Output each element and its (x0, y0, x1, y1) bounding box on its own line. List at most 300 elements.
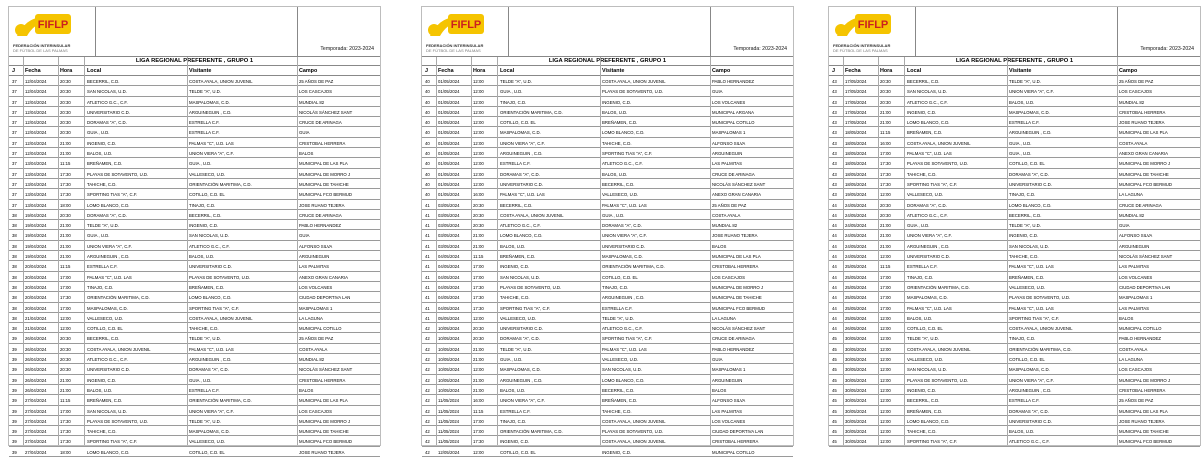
cell-hora: 17:30 (60, 192, 71, 198)
cell-jornada: 39 (12, 367, 17, 373)
cell-visitante: VALLESECO, U.D. (189, 171, 226, 177)
season-label: Temporada: 2023-2024 (1140, 46, 1194, 52)
cell-jornada: 45 (832, 367, 837, 373)
cell-jornada: 42 (425, 418, 430, 424)
cell-campo: ANEXO GRAN CANARIA (299, 274, 348, 280)
cell-local: ATLETICO G.C., C.F. (907, 212, 948, 218)
cell-fecha: 25/05/2024 (845, 264, 867, 270)
cell-hora: 17:30 (880, 171, 891, 177)
cell-jornada: 43 (832, 109, 837, 115)
cell-local: LOMO BLANCO, C.D. (500, 233, 543, 239)
cell-jornada: 44 (832, 254, 837, 260)
cell-visitante: VALLESECO, U.D. (602, 357, 639, 363)
cell-jornada: 42 (425, 439, 430, 445)
cell-visitante: TELDE "A", U.D. (189, 336, 221, 342)
table-row (829, 416, 1200, 426)
cell-hora: 21:00 (473, 357, 484, 363)
cell-jornada: 42 (425, 336, 430, 342)
cell-local: PLAYAS DE SOTAVENTO, U.D. (907, 377, 969, 383)
table-row (422, 179, 793, 189)
cell-hora: 21:00 (473, 233, 484, 239)
cell-local: ESTRELLA C.F. (907, 264, 938, 270)
cell-campo: LOS VOLCANES (712, 418, 746, 424)
cell-fecha: 20/04/2024 (25, 274, 47, 280)
cell-local: BALOS, U.D. (87, 151, 113, 157)
cell-visitante: BREÑAMEN, C.D. (189, 284, 225, 290)
cell-visitante: SPORTING TIAS "A", C.F. (1009, 315, 1060, 321)
cell-visitante: ARGUINEGUIN , C.D. (602, 295, 645, 301)
cell-local: INGENIO, C.D. (907, 387, 937, 393)
cell-local: VALLESECO, U.D. (907, 357, 944, 363)
cell-visitante: TELDE "A", U.D. (189, 418, 221, 424)
cell-jornada: 44 (832, 223, 837, 229)
cell-fecha: 27/04/2024 (25, 408, 47, 414)
cell-fecha: 12/04/2024 (25, 130, 47, 136)
cell-hora: 12:00 (473, 151, 484, 157)
cell-local: INGENIO, C.D. (500, 439, 530, 445)
cell-fecha: 30/05/2024 (845, 408, 867, 414)
cell-visitante: COSTA AYALA, UNION JUVENIL (602, 79, 666, 84)
cell-fecha: 26/04/2024 (25, 367, 47, 373)
cell-campo: JOSE RUANO TEJERA (299, 449, 345, 455)
cell-jornada: 38 (12, 326, 17, 332)
cell-jornada: 37 (12, 99, 17, 105)
cell-hora: 17:30 (60, 181, 71, 187)
table-row (9, 416, 380, 426)
cell-local: UNION VIERA "A", C.F. (87, 243, 132, 249)
cell-jornada: 43 (832, 181, 837, 187)
cell-campo: 25 AÑOS DE PAZ (299, 336, 334, 342)
cell-fecha: 25/05/2024 (845, 305, 867, 311)
cell-visitante: PALMAS "C", U.D. LAS (602, 202, 647, 208)
cell-local: TELDE "A", U.D. (87, 223, 119, 229)
cell-visitante: PLAYAS DE SOTAVENTO, U.D. (602, 429, 664, 435)
table-row (9, 447, 380, 457)
cell-hora: 21:00 (473, 387, 484, 393)
cell-hora: 17:00 (880, 305, 891, 311)
table-row (829, 406, 1200, 416)
cell-fecha: 17/05/2024 (845, 79, 867, 84)
table-row (422, 395, 793, 405)
cell-jornada: 39 (12, 346, 17, 352)
cell-visitante: TINAJO, C.D. (1009, 336, 1036, 342)
cell-campo: LA LAGUNA (1119, 357, 1143, 363)
cell-jornada: 39 (12, 439, 17, 445)
cell-visitante: GUIA , U.D. (189, 377, 212, 383)
cell-visitante: MASPALOMAS, C.D. (189, 429, 230, 435)
cell-campo: MUNICIPAL FCO BERMUD (1119, 181, 1172, 187)
cell-fecha: 01/05/2024 (438, 130, 460, 136)
cell-local: DORAMAS "A", C.D. (907, 202, 947, 208)
cell-local: LOMO BLANCO, C.D. (87, 449, 130, 455)
cell-visitante: COTILLO, C.D. EL (189, 449, 225, 455)
cell-campo: BALOS (1119, 315, 1134, 321)
cell-fecha: 10/05/2024 (438, 367, 460, 373)
cell-hora: 20:30 (473, 202, 484, 208)
cell-visitante: ESTRELLA C.F. (189, 130, 220, 136)
cell-local: MASPALOMAS, C.D. (907, 295, 948, 301)
cell-local: UNION VIERA "A", C.F. (500, 140, 545, 146)
cell-fecha: 21/04/2024 (25, 326, 47, 332)
table-row (9, 189, 380, 199)
cell-fecha: 01/05/2024 (438, 120, 460, 126)
cell-hora: 20:30 (473, 212, 484, 218)
cell-jornada: 42 (425, 357, 430, 363)
cell-visitante: INGENIO, C.D. (602, 99, 632, 105)
cell-local: INGENIO, C.D. (500, 264, 530, 270)
table-row (829, 436, 1200, 446)
cell-local: VALLESECO, U.D. (500, 315, 537, 321)
cell-hora: 11:15 (60, 264, 71, 270)
cell-campo: MUNICIPAL DE MORRO J (299, 418, 351, 424)
col-visitante: Visitante (602, 68, 625, 74)
cell-local: PLAYAS DE SOTAVENTO, U.D. (87, 171, 149, 177)
cell-local: UNION VIERA "A", C.F. (500, 398, 545, 404)
cell-visitante: INGENIO, C.D. (189, 223, 219, 229)
cell-local: UNION VIERA "A", C.F. (907, 233, 952, 239)
cell-fecha: 30/05/2024 (845, 439, 867, 445)
cell-campo: LOS VOLCANES (1119, 274, 1153, 280)
cell-local: ORIENTACIÓN MARITIMA, C.D. (87, 295, 150, 301)
cell-local: ORIENTACIÓN MARITIMA, C.D. (907, 284, 970, 290)
cell-fecha: 24/05/2024 (845, 254, 867, 260)
cell-local: MASPALOMAS, C.D. (500, 367, 541, 373)
cell-fecha: 26/04/2024 (25, 357, 47, 363)
cell-fecha: 19/05/2024 (845, 192, 867, 198)
cell-local: SPORTING TIAS "A", C.F. (87, 192, 138, 198)
cell-fecha: 26/04/2024 (25, 346, 47, 352)
cell-jornada: 38 (12, 233, 17, 239)
cell-visitante: MASPALOMAS, C.D. (189, 99, 230, 105)
cell-campo: LOS CASCAJOS (1119, 89, 1152, 95)
cell-visitante: TINAJO, C.D. (189, 202, 216, 208)
cell-hora: 21:00 (60, 151, 71, 157)
cell-hora: 12:00 (473, 109, 484, 115)
cell-fecha: 19/04/2024 (25, 254, 47, 260)
cell-visitante: TAHICHE, C.D. (1009, 254, 1039, 260)
table-row (422, 230, 793, 240)
cell-hora: 20:30 (60, 130, 71, 136)
cell-hora: 12:00 (473, 181, 484, 187)
cell-local: SAN NICOLAS, U.D. (907, 367, 947, 373)
cell-campo: MUNICIPAL DE LAS PLA (299, 161, 348, 167)
cell-visitante: LOMO BLANCO, C.D. (602, 130, 645, 136)
cell-campo: CRISTOBAL HERRERA (712, 439, 759, 445)
cell-fecha: 04/05/2024 (438, 284, 460, 290)
cell-local: PALMAS "C", U.D. LAS (907, 151, 952, 157)
cell-visitante: TAHICHE, C.D. (602, 408, 632, 414)
table-row (829, 323, 1200, 333)
cell-hora: 12:00 (473, 99, 484, 105)
schedule-sheet (421, 6, 794, 455)
cell-hora: 17:30 (60, 295, 71, 301)
cell-hora: 17:00 (880, 274, 891, 280)
table-row (422, 303, 793, 313)
cell-campo: ALFONSO SILVA (299, 243, 333, 249)
cell-campo: COSTA AYALA (299, 346, 328, 352)
cell-local: TAHICHE, C.D. (500, 295, 530, 301)
col-local: Local (907, 68, 922, 74)
table-row (9, 97, 380, 107)
cell-fecha: 03/05/2024 (438, 212, 460, 218)
cell-fecha: 12/04/2024 (25, 140, 47, 146)
cell-local: SAN NICOLAS, U.D. (907, 89, 947, 95)
cell-jornada: 45 (832, 439, 837, 445)
cell-jornada: 37 (12, 130, 17, 136)
cell-local: TAHICHE, C.D. (87, 181, 117, 187)
cell-visitante: DORAMAS "A", C.D. (1009, 408, 1049, 414)
cell-local: UNIVERSITARIO C.D. (87, 367, 130, 373)
cell-campo: MUNICIPAL COTILLO (299, 326, 342, 332)
cell-jornada: 43 (832, 79, 837, 84)
cell-hora: 21:00 (473, 377, 484, 383)
cell-local: COTILLO, C.D. EL (907, 326, 943, 332)
cell-fecha: 18/05/2024 (845, 140, 867, 146)
cell-hora: 12:00 (473, 130, 484, 136)
cell-hora: 17:00 (60, 305, 71, 311)
cell-jornada: 45 (832, 346, 837, 352)
table-row (829, 344, 1200, 354)
table-row (422, 189, 793, 199)
cell-campo: ARGUINEGUIN (712, 151, 743, 157)
cell-jornada: 40 (425, 120, 430, 126)
cell-jornada: 40 (425, 151, 430, 157)
cell-campo: ALFONSO SILVA (712, 398, 746, 404)
cell-jornada: 41 (425, 233, 430, 239)
cell-local: PLAYAS DE SOTAVENTO, U.D. (500, 284, 562, 290)
table-row (9, 313, 380, 323)
cell-campo: JOSE RUANO TEJERA (712, 233, 758, 239)
cell-jornada: 40 (425, 109, 430, 115)
cell-campo: COSTA AYALA (712, 212, 741, 218)
cell-visitante: TAHICHE, C.D. (189, 326, 219, 332)
cell-campo: CRUCE DE ARINAGA (299, 212, 342, 218)
cell-jornada: 40 (425, 181, 430, 187)
cell-campo: 25 AÑOS DE PAZ (299, 79, 334, 84)
cell-fecha: 11/05/2024 (438, 418, 460, 424)
cell-campo: MUNICIPAL DE TAHICHE (712, 295, 762, 301)
cell-jornada: 44 (832, 305, 837, 311)
cell-campo: LOS CASCAJOS (1119, 367, 1152, 373)
cell-hora: 21:00 (880, 120, 891, 126)
table-row (422, 375, 793, 385)
cell-local: ATLETICO G.C., C.F. (907, 99, 948, 105)
cell-jornada: 41 (425, 274, 430, 280)
cell-visitante: INGENIO, C.D. (602, 449, 632, 455)
cell-jornada: 37 (12, 171, 17, 177)
cell-jornada: 44 (832, 264, 837, 270)
cell-fecha: 24/05/2024 (845, 223, 867, 229)
cell-fecha: 30/05/2024 (845, 418, 867, 424)
cell-visitante: PALMAS "C", U.D. LAS (1009, 305, 1054, 311)
competition-title: LIGA REGIONAL PREFERENTE , GRUPO 1 (829, 57, 1200, 66)
cell-local: TAHICHE, C.D. (907, 429, 937, 435)
cell-campo: GUIA (712, 89, 723, 95)
cell-fecha: 13/04/2024 (25, 181, 47, 187)
cell-visitante: PALMAS "C", U.D. LAS (1009, 264, 1054, 270)
cell-fecha: 12/04/2024 (25, 151, 47, 157)
cell-fecha: 18/05/2024 (845, 161, 867, 167)
cell-local: PALMAS "C", U.D. LAS (907, 305, 952, 311)
cell-fecha: 30/05/2024 (845, 377, 867, 383)
cell-hora: 12:00 (60, 326, 71, 332)
table-row (9, 354, 380, 364)
col-j: J (832, 68, 835, 74)
cell-local: SPORTING TIAS "A", C.F. (87, 439, 138, 445)
cell-fecha: 03/05/2024 (438, 243, 460, 249)
cell-hora: 20:30 (880, 79, 891, 84)
cell-visitante: ATLETICO G.C., C.F. (189, 243, 230, 249)
cell-local: GUIA , U.D. (87, 130, 110, 136)
cell-hora: 12:00 (880, 357, 891, 363)
cell-fecha: 26/04/2024 (25, 387, 47, 393)
table-row (422, 76, 793, 86)
col-local: Local (500, 68, 515, 74)
svg-text:FIFLP: FIFLP (450, 19, 482, 31)
cell-local: MASPALOMAS, C.D. (87, 305, 128, 311)
cell-jornada: 38 (12, 212, 17, 218)
table-row (829, 107, 1200, 117)
cell-jornada: 38 (12, 254, 17, 260)
cell-hora: 17:00 (880, 151, 891, 157)
cell-hora: 20:30 (880, 89, 891, 95)
cell-local: BREÑAMEN, C.D. (500, 254, 536, 260)
cell-visitante: ARGUINEGUIN , C.D. (1009, 387, 1052, 393)
cell-fecha: 01/05/2024 (438, 89, 460, 95)
table-row (9, 107, 380, 117)
cell-visitante: TELDE "A", U.D. (1009, 223, 1041, 229)
cell-jornada: 41 (425, 315, 430, 321)
table-row (829, 251, 1200, 261)
cell-local: INGENIO, C.D. (87, 140, 117, 146)
cell-hora: 20:30 (473, 326, 484, 332)
cell-jornada: 40 (425, 89, 430, 95)
cell-fecha: 30/05/2024 (845, 429, 867, 435)
cell-fecha: 17/05/2024 (845, 109, 867, 115)
table-row (829, 86, 1200, 96)
cell-visitante: PLAYAS DE SOTAVENTO, U.D. (189, 274, 251, 280)
cell-fecha: 18/05/2024 (845, 181, 867, 187)
table-row (9, 272, 380, 282)
cell-jornada: 42 (425, 398, 430, 404)
cell-campo: MUNICIPAL DE TAHICHE (299, 429, 349, 435)
cell-local: GUIA , U.D. (907, 223, 930, 229)
table-row (422, 282, 793, 292)
cell-hora: 12:00 (473, 120, 484, 126)
cell-visitante: PALMAS "C", U.D. LAS (189, 346, 234, 352)
cell-local: COTILLO, C.D. EL (500, 449, 536, 455)
cell-visitante: LOMO BLANCO, C.D. (189, 295, 232, 301)
cell-visitante: UNIVERSITARIO C.D. (189, 264, 232, 270)
cell-jornada: 39 (12, 377, 17, 383)
cell-campo: LOS VOLCANES (299, 284, 333, 290)
cell-visitante: ORIENTACIÓN MARITIMA, C.D. (189, 398, 252, 404)
cell-hora: 12:00 (880, 439, 891, 445)
cell-visitante: UNIVERSITARIO C.D. (602, 243, 645, 249)
cell-visitante: PALMAS "C", U.D. LAS (189, 140, 234, 146)
table-row (9, 375, 380, 385)
cell-jornada: 43 (832, 192, 837, 198)
table-row (829, 385, 1200, 395)
cell-campo: CRUCE DE ARINAGA (712, 336, 755, 342)
cell-local: TAHICHE, C.D. (907, 171, 937, 177)
cell-jornada: 45 (832, 336, 837, 342)
table-row (422, 220, 793, 230)
cell-fecha: 12/04/2024 (25, 89, 47, 95)
cell-campo: CRUCE DE ARINAGA (299, 120, 342, 126)
cell-fecha: 12/04/2024 (25, 120, 47, 126)
table-row (9, 251, 380, 261)
cell-campo: GUIA (1119, 223, 1130, 229)
cell-jornada: 42 (425, 346, 430, 352)
table-row (829, 364, 1200, 374)
cell-local: BALOS, U.D. (500, 243, 526, 249)
cell-visitante: SPORTING TIAS "A", C.F. (602, 151, 653, 157)
cell-visitante: ESTRELLA C.F. (189, 120, 220, 126)
cell-campo: LOS VOLCANES (712, 99, 746, 105)
cell-fecha: 24/05/2024 (845, 233, 867, 239)
cell-fecha: 10/05/2024 (438, 377, 460, 383)
organization-name: FEDERACIÓN INTERINSULAR DE FÚTBOL DE LAS PALMAS (833, 43, 891, 53)
cell-campo: ALFONSO SILVA (1119, 233, 1153, 239)
competition-title: LIGA REGIONAL PREFERENTE , GRUPO 1 (9, 57, 380, 66)
cell-hora: 12:00 (880, 387, 891, 393)
cell-hora: 12:00 (880, 367, 891, 373)
cell-visitante: UNION VIERA "A", C.F. (1009, 89, 1054, 95)
cell-visitante: DORAMAS "A", C.D. (189, 367, 229, 373)
cell-campo: MUNICIPAL DE TAHICHE (299, 181, 349, 187)
cell-fecha: 01/05/2024 (438, 171, 460, 177)
cell-campo: NICOLÁS SÁNCHEZ SANT (712, 326, 766, 332)
cell-jornada: 37 (12, 161, 17, 167)
cell-local: COTILLO, C.D. EL (87, 326, 123, 332)
cell-campo: MUNICIPAL DE LAS PLA (1119, 130, 1168, 136)
cell-visitante: ARGUINEGUIN , C.D. (189, 357, 232, 363)
cell-jornada: 42 (425, 367, 430, 373)
cell-campo: NICOLÁS SÁNCHEZ SANT (299, 367, 353, 373)
cell-visitante: BALOS, U.D. (189, 254, 215, 260)
cell-campo: LAS PALMITAS (712, 408, 742, 414)
cell-jornada: 44 (832, 202, 837, 208)
cell-visitante: COSTA AYALA, UNION JUVENIL (602, 439, 666, 445)
table-row (829, 375, 1200, 385)
table-row (422, 200, 793, 210)
cell-hora: 12:00 (880, 418, 891, 424)
cell-visitante: ESTRELLA C.F. (1009, 120, 1040, 126)
table-row (9, 117, 380, 127)
cell-jornada: 42 (425, 377, 430, 383)
table-row (829, 97, 1200, 107)
cell-jornada: 39 (12, 398, 17, 404)
cell-fecha: 20/04/2024 (25, 284, 47, 290)
cell-visitante: COSTA AYALA, UNION JUVENIL (189, 79, 253, 84)
cell-campo: MUNICIPAL DE TAHICHE (1119, 429, 1169, 435)
table-row (9, 282, 380, 292)
cell-local: UNIVERSITARIO C.D. (87, 109, 130, 115)
cell-fecha: 10/05/2024 (438, 336, 460, 342)
cell-fecha: 01/05/2024 (438, 181, 460, 187)
table-row (9, 127, 380, 137)
cell-visitante: COSTA AYALA, UNION JUVENIL (602, 418, 666, 424)
cell-campo: MUNICIPAL COTILLO (712, 449, 755, 455)
table-row (9, 230, 380, 240)
cell-campo: ALFONSO SILVA (712, 140, 746, 146)
cell-fecha: 11/05/2024 (438, 439, 460, 445)
cell-campo: MUNICIPAL ARGANA (712, 109, 755, 115)
cell-local: BREÑAMEN, C.D. (907, 130, 943, 136)
cell-fecha: 10/05/2024 (438, 326, 460, 332)
col-hora: Hora (473, 68, 486, 74)
